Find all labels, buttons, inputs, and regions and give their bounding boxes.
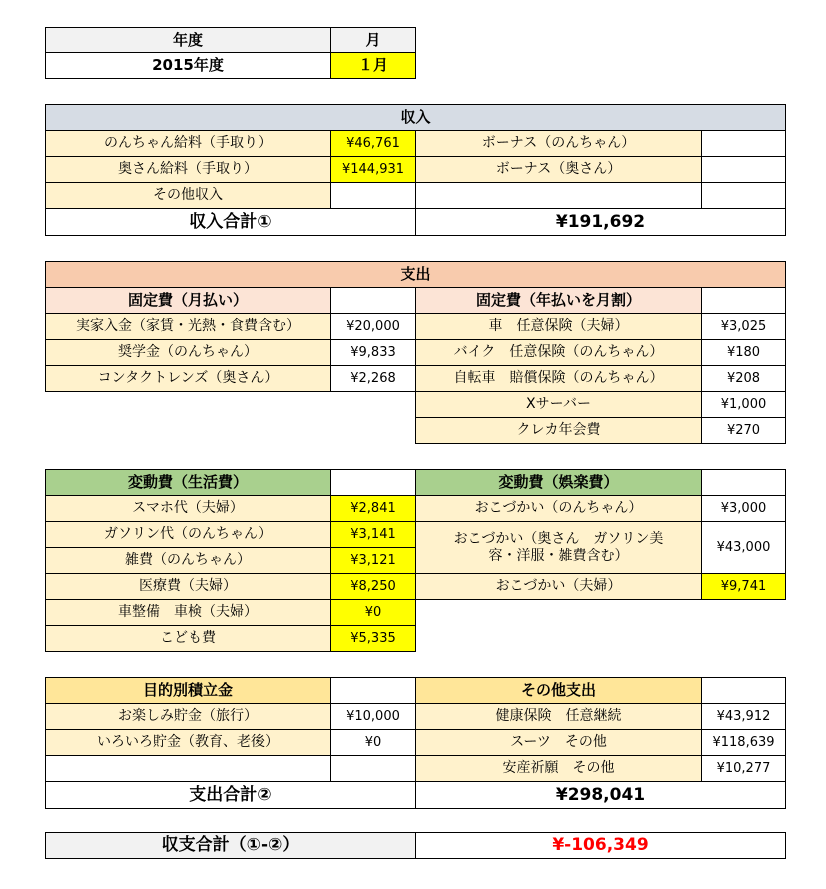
- income-empty-label: [415, 182, 702, 209]
- fixed-monthly-label-1: 実家入金（家賃・光熱・食費含む）: [45, 313, 331, 340]
- month-label: 月: [330, 27, 416, 53]
- fixed-monthly-value-3[interactable]: ¥2,268: [330, 365, 416, 392]
- variable-fun-value-3[interactable]: ¥9,741: [701, 573, 786, 600]
- variable-fun-label-1: おこづかい（のんちゃん）: [415, 495, 702, 522]
- fixed-yearly-value-1[interactable]: ¥3,025: [701, 313, 786, 340]
- variable-fun-label-3: おこづかい（夫婦）: [415, 573, 702, 600]
- balance-label: 収支合計（①-②）: [45, 832, 416, 859]
- other-value-1[interactable]: ¥43,912: [701, 703, 786, 730]
- variable-living-label-4: 医療費（夫婦）: [45, 573, 331, 600]
- income-value-4[interactable]: [701, 156, 786, 183]
- income-label-5: その他収入: [45, 182, 331, 209]
- expense-total-value: ¥298,041: [415, 781, 786, 809]
- other-value-3[interactable]: ¥10,277: [701, 755, 786, 782]
- other-label-2: スーツ その他: [415, 729, 702, 756]
- savings-title: 目的別積立金: [45, 677, 331, 704]
- income-empty-value[interactable]: [701, 182, 786, 209]
- variable-living-value-1[interactable]: ¥2,841: [330, 495, 416, 522]
- fixed-yearly-value-5[interactable]: ¥270: [701, 417, 786, 444]
- variable-living-title: 変動費（生活費）: [45, 469, 331, 496]
- fixed-yearly-blank: [701, 287, 786, 314]
- variable-living-value-3[interactable]: ¥3,121: [330, 547, 416, 574]
- variable-fun-blank: [701, 469, 786, 496]
- variable-living-label-6: こども費: [45, 625, 331, 652]
- variable-fun-title: 変動費（娯楽費）: [415, 469, 702, 496]
- variable-living-label-2: ガソリン代（のんちゃん）: [45, 521, 331, 548]
- fixed-yearly-label-2: バイク 任意保険（のんちゃん）: [415, 339, 702, 366]
- savings-value-1[interactable]: ¥10,000: [330, 703, 416, 730]
- fixed-monthly-value-1[interactable]: ¥20,000: [330, 313, 416, 340]
- fixed-yearly-value-2[interactable]: ¥180: [701, 339, 786, 366]
- income-label-3: 奥さん給料（手取り）: [45, 156, 331, 183]
- year-label: 年度: [45, 27, 331, 53]
- other-value-2[interactable]: ¥118,639: [701, 729, 786, 756]
- income-title: 収入: [45, 104, 786, 131]
- income-value-1[interactable]: ¥46,761: [330, 130, 416, 157]
- variable-fun-label-2: おこづかい（奥さん ガソリン美容・洋服・雑費含む）: [415, 521, 702, 574]
- fixed-monthly-blank: [330, 287, 416, 314]
- income-label-2: ボーナス（のんちゃん）: [415, 130, 702, 157]
- income-value-2[interactable]: [701, 130, 786, 157]
- fixed-yearly-label-4: Xサーバー: [415, 391, 702, 418]
- variable-living-value-6[interactable]: ¥5,335: [330, 625, 416, 652]
- year-value[interactable]: 2015年度: [45, 52, 331, 79]
- income-value-3[interactable]: ¥144,931: [330, 156, 416, 183]
- expense-title: 支出: [45, 261, 786, 288]
- income-total-value: ¥191,692: [415, 208, 786, 236]
- savings-label-1: お楽しみ貯金（旅行）: [45, 703, 331, 730]
- savings-value-2[interactable]: ¥0: [330, 729, 416, 756]
- savings-blank: [330, 677, 416, 704]
- income-label-4: ボーナス（奥さん）: [415, 156, 702, 183]
- fixed-yearly-label-3: 自転車 賠償保険（のんちゃん）: [415, 365, 702, 392]
- fixed-yearly-title: 固定費（年払いを月割）: [415, 287, 702, 314]
- fixed-yearly-label-1: 車 任意保険（夫婦）: [415, 313, 702, 340]
- variable-fun-value-2[interactable]: ¥43,000: [701, 521, 786, 574]
- fixed-yearly-value-4[interactable]: ¥1,000: [701, 391, 786, 418]
- fixed-yearly-value-3[interactable]: ¥208: [701, 365, 786, 392]
- variable-living-label-5: 車整備 車検（夫婦）: [45, 599, 331, 626]
- variable-living-value-5[interactable]: ¥0: [330, 599, 416, 626]
- fixed-monthly-title: 固定費（月払い）: [45, 287, 331, 314]
- income-total-label: 収入合計①: [45, 208, 416, 236]
- other-title: その他支出: [415, 677, 702, 704]
- balance-value: ¥-106,349: [415, 832, 786, 859]
- variable-living-label-3: 雑費（のんちゃん）: [45, 547, 331, 574]
- fixed-monthly-label-3: コンタクトレンズ（奥さん）: [45, 365, 331, 392]
- variable-living-blank: [330, 469, 416, 496]
- fixed-yearly-label-5: クレカ年会費: [415, 417, 702, 444]
- income-value-5[interactable]: [330, 182, 416, 209]
- variable-living-value-2[interactable]: ¥3,141: [330, 521, 416, 548]
- fixed-monthly-label-2: 奨学金（のんちゃん）: [45, 339, 331, 366]
- other-blank: [701, 677, 786, 704]
- expense-total-label: 支出合計②: [45, 781, 416, 809]
- income-label-1: のんちゃん給料（手取り）: [45, 130, 331, 157]
- savings-label-2: いろいろ貯金（教育、老後）: [45, 729, 331, 756]
- variable-fun-value-1[interactable]: ¥3,000: [701, 495, 786, 522]
- other-label-1: 健康保険 任意継続: [415, 703, 702, 730]
- variable-living-value-4[interactable]: ¥8,250: [330, 573, 416, 600]
- fixed-monthly-value-2[interactable]: ¥9,833: [330, 339, 416, 366]
- savings-empty-value[interactable]: [330, 755, 416, 782]
- other-label-3: 安産祈願 その他: [415, 755, 702, 782]
- variable-living-label-1: スマホ代（夫婦）: [45, 495, 331, 522]
- savings-empty-label: [45, 755, 331, 782]
- month-value[interactable]: １月: [330, 52, 416, 79]
